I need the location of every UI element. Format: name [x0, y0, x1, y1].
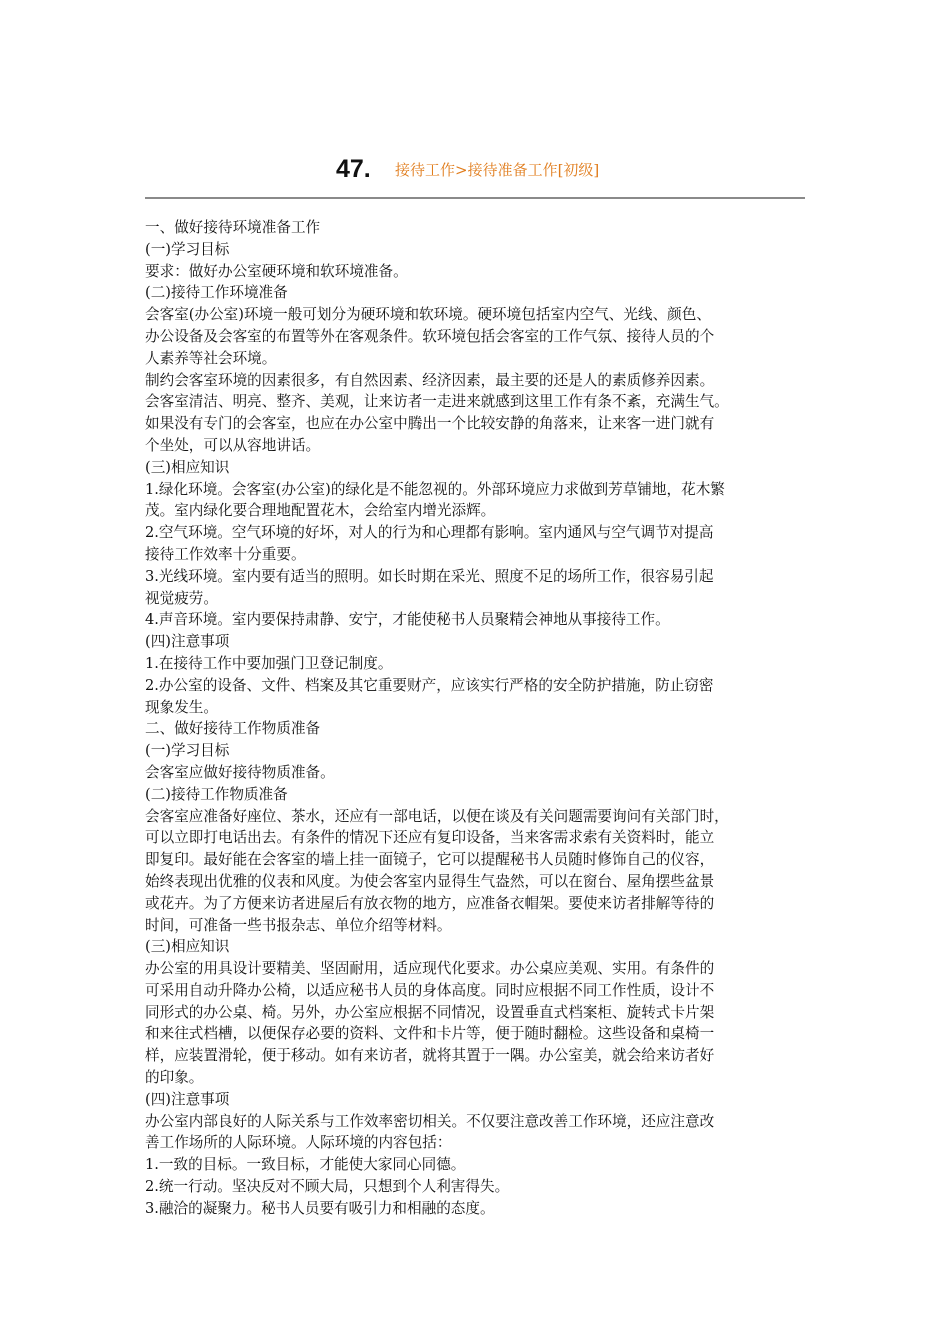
- text-line: 现象发生。: [145, 698, 218, 716]
- text-line: 2.办公室的设备、文件、档案及其它重要财产，应该实行严格的安全防护措施，防止窃密: [145, 676, 714, 694]
- text-line: 会客室应做好接待物质准备。: [145, 763, 335, 781]
- text-line: 和来往式档槽，以便保存必要的资料、文件和卡片等，便于随时翻检。这些设备和桌椅一: [145, 1025, 715, 1043]
- text-line: (四)注意事项: [145, 1090, 230, 1108]
- text-line: 人素养等社会环境。: [145, 349, 277, 367]
- question-number: 47.: [336, 155, 371, 183]
- text-line: 1.绿化环境。会客室(办公室)的绿化是不能忽视的。外部环境应力求做到芳草铺地，花木繁: [145, 480, 725, 498]
- text-line: 3.融洽的凝聚力。秘书人员要有吸引力和相融的态度。: [145, 1199, 495, 1217]
- text-line: 1.在接待工作中要加强门卫登记制度。: [145, 654, 393, 672]
- text-line: (一)学习目标: [145, 742, 230, 760]
- text-line: 办公室内部良好的人际关系与工作效率密切相关。不仅要注意改善工作环境，还应注意改: [145, 1112, 715, 1130]
- text-line: 4.声音环境。室内要保持肃静、安宁，才能使秘书人员聚精会神地从事接待工作。: [145, 611, 670, 629]
- text-line: 3.光线环境。室内要有适当的照明。如长时期在采光、照度不足的场所工作，很容易引起: [145, 567, 714, 585]
- text-line: 同形式的办公桌、椅。另外，办公室应根据不同情况，设置垂直式档案柜、旋转式卡片架: [145, 1003, 715, 1021]
- text-line: 始终表现出优雅的仪表和风度。为使会客室内显得生气盎然，可以在窗台、屋角摆些盆景: [145, 872, 715, 890]
- text-line: 可以立即打电话出去。有条件的情况下还应有复印设备，当来客需求索有关资料时，能立: [145, 829, 715, 847]
- text-line: 办公设备及会客室的布置等外在客观条件。软环境包括会客室的工作气氛、接待人员的个: [145, 327, 715, 345]
- text-line: 2.统一行动。坚决反对不顾大局，只想到个人利害得失。: [145, 1178, 510, 1196]
- question-header: [145, 152, 805, 186]
- text-line: (四)注意事项: [145, 633, 230, 651]
- text-line: 制约会客室环境的因素很多，有自然因素、经济因素，最主要的还是人的素质修养因素。: [145, 371, 715, 389]
- text-line: 二、做好接待工作物质准备: [145, 720, 321, 738]
- text-line: (一)学习目标: [145, 240, 230, 258]
- text-line: 会客室(办公室)环境一般可划分为硬环境和软环境。硬环境包括室内空气、光线、颜色、: [145, 306, 711, 324]
- text-line: 可采用自动升降办公椅，以适应秘书人员的身体高度。同时应根据不同工作性质，设计不: [145, 981, 715, 999]
- text-line: 或花卉。为了方便来访者进屋后有放衣物的地方，应准备衣帽架。要使来访者排解等待的: [145, 894, 715, 912]
- text-line: 要求：做好办公室硬环境和软环境准备。: [145, 262, 408, 280]
- text-line: 个坐处，可以从容地讲话。: [145, 436, 321, 454]
- text-line: 视觉疲劳。: [145, 589, 218, 607]
- text-line: 如果没有专门的会客室，也应在办公室中腾出一个比较安静的角落来，让来客一进门就有: [145, 415, 715, 433]
- text-line: 办公室的用具设计要精美、坚固耐用，适应现代化要求。办公桌应美观、实用。有条件的: [145, 960, 715, 978]
- text-line: 1.一致的目标。一致目标，才能使大家同心同德。: [145, 1156, 466, 1174]
- text-line: 接待工作效率十分重要。: [145, 545, 306, 563]
- text-line: 时间，可准备一些书报杂志、单位介绍等材料。: [145, 916, 452, 934]
- text-line: (二)接待工作物质准备: [145, 785, 288, 803]
- text-line: 即复印。最好能在会客室的墙上挂一面镜子，它可以提醒秘书人员随时修饰自己的仪容，: [145, 851, 715, 869]
- text-line: 一、做好接待环境准备工作: [145, 219, 321, 236]
- text-line: 的印象。: [145, 1069, 204, 1087]
- document-body: [145, 217, 805, 1220]
- text-line: 善工作场所的人际环境。人际环境的内容包括：: [145, 1134, 452, 1152]
- text-line: 2.空气环境。空气环境的好坏，对人的行为和心理都有影响。室内通风与空气调节对提高: [145, 524, 714, 542]
- question-category: 接待工作>接待准备工作[初级]: [395, 161, 600, 179]
- text-line: 会客室应准备好座位、茶水，还应有一部电话，以便在谈及有关问题需要询问有关部门时，: [145, 807, 729, 825]
- text-line: 茂。室内绿化要合理地配置花木，会给室内增光添辉。: [145, 502, 496, 520]
- text-line: (三)相应知识: [145, 458, 230, 476]
- text-line: 会客室清洁、明亮、整齐、美观，让来访者一走进来就感到这里工作有条不紊，充满生气。: [145, 393, 729, 411]
- header-divider: [145, 197, 805, 199]
- text-line: 样，应装置滑轮，便于移动。如有来访者，就将其置于一隅。办公室美，就会给来访者好: [145, 1047, 715, 1065]
- text-line: (二)接待工作环境准备: [145, 284, 288, 302]
- text-line: (三)相应知识: [145, 938, 230, 956]
